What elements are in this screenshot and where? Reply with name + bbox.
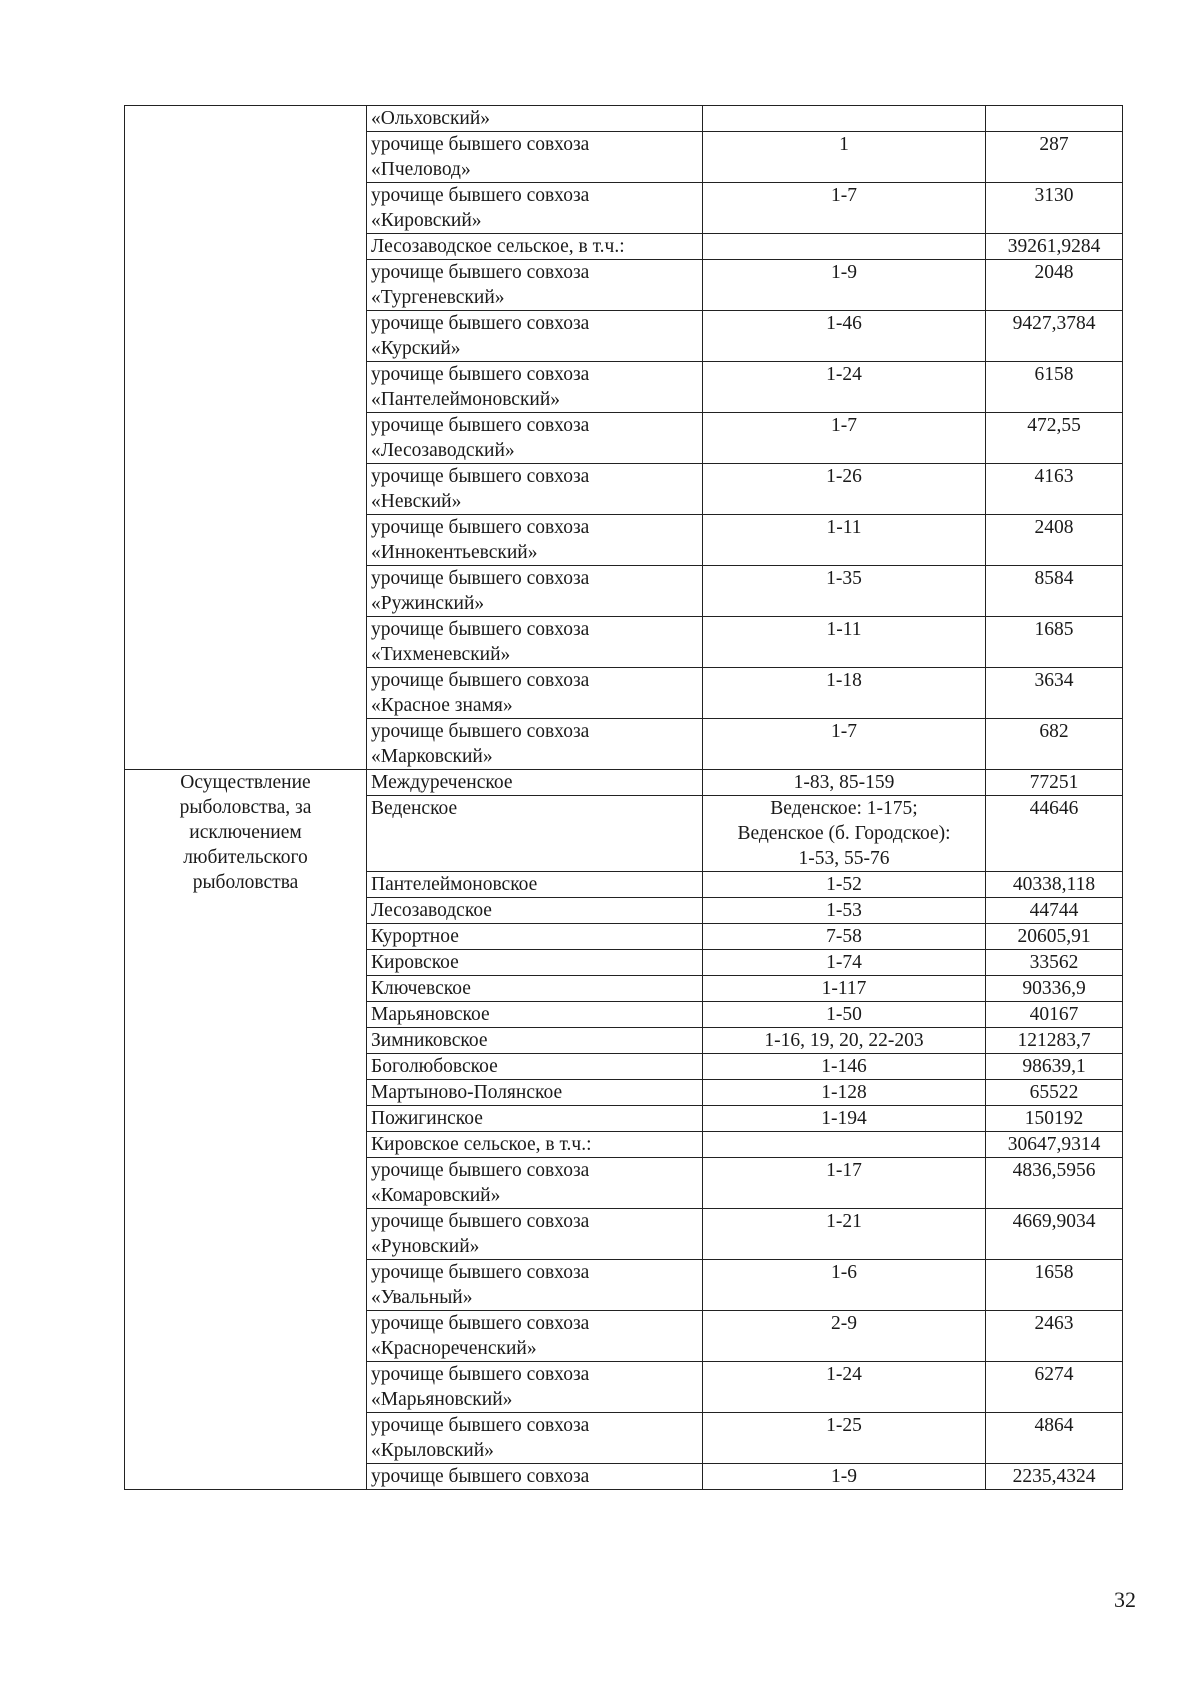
- quarter-numbers-cell: [703, 1260, 986, 1311]
- territory-name-text: урочище бывшего совхоза «Лесозаводский»: [371, 415, 590, 461]
- territory-name-cell: [367, 950, 703, 976]
- area-cell: [986, 1002, 1123, 1028]
- quarter-numbers-cell: [703, 668, 986, 719]
- territory-name-text: Кировское сельское, в т.ч.:: [371, 1134, 592, 1155]
- quarter-numbers-text: 1-146: [821, 1056, 867, 1077]
- quarter-numbers-cell: [703, 1028, 986, 1054]
- territory-name-cell: [367, 1362, 703, 1413]
- area-text: 3130: [1034, 185, 1074, 206]
- territory-name-text: урочище бывшего совхоза «Марьяновский»: [371, 1364, 590, 1410]
- quarter-numbers-cell: [703, 1362, 986, 1413]
- quarter-numbers-text: 1-83, 85-159: [793, 772, 895, 793]
- area-cell: [986, 132, 1123, 183]
- area-text: 1685: [1034, 619, 1074, 640]
- area-text: 472,55: [1027, 415, 1081, 436]
- area-cell: [986, 234, 1123, 260]
- quarter-numbers-text: 1-25: [826, 1415, 862, 1436]
- territory-name-text: Междуреченское: [371, 772, 513, 793]
- area-text: 98639,1: [1022, 1056, 1086, 1077]
- area-cell: [986, 796, 1123, 872]
- quarter-numbers-cell: [703, 183, 986, 234]
- area-text: 2235,4324: [1012, 1466, 1096, 1487]
- area-cell: [986, 1028, 1123, 1054]
- quarter-numbers-text: 7-58: [826, 926, 862, 947]
- area-cell: [986, 1054, 1123, 1080]
- territory-name-cell: [367, 183, 703, 234]
- area-cell: [986, 719, 1123, 770]
- area-text: 4163: [1034, 466, 1074, 487]
- territory-name-text: урочище бывшего совхоза «Иннокентьевский»: [371, 517, 590, 563]
- quarter-numbers-cell: [703, 1209, 986, 1260]
- area-text: 4864: [1034, 1415, 1074, 1436]
- territory-name-cell: [367, 668, 703, 719]
- quarter-numbers-cell: [703, 1054, 986, 1080]
- area-text: 40338,118: [1012, 874, 1096, 895]
- territory-name-cell: [367, 413, 703, 464]
- area-text: 1658: [1034, 1262, 1074, 1283]
- territory-name-cell: [367, 1413, 703, 1464]
- quarter-numbers-cell: [703, 924, 986, 950]
- quarter-numbers-cell: [703, 950, 986, 976]
- quarter-numbers-text: 1-17: [826, 1160, 862, 1181]
- territory-name-text: Мартыново-Полянское: [371, 1082, 563, 1103]
- area-cell: [986, 1413, 1123, 1464]
- quarter-numbers-cell: [703, 464, 986, 515]
- territory-name-text: урочище бывшего совхоза «Тихменевский»: [371, 619, 590, 665]
- area-cell: [986, 311, 1123, 362]
- quarter-numbers-text: 1-9: [831, 1466, 857, 1487]
- territory-name-text: Пожигинское: [371, 1108, 483, 1129]
- area-cell: [986, 413, 1123, 464]
- quarter-numbers-cell: [703, 1158, 986, 1209]
- quarter-numbers-text: 1-74: [826, 952, 862, 973]
- area-text: 2463: [1034, 1313, 1074, 1334]
- territory-name-text: урочище бывшего совхоза «Краснореченский»: [371, 1313, 590, 1359]
- territory-name-text: урочище бывшего совхоза «Пчеловод»: [371, 134, 590, 180]
- area-cell: [986, 1260, 1123, 1311]
- quarter-numbers-text: 1-7: [831, 185, 857, 206]
- activity-type-cell: [125, 106, 367, 770]
- territory-name-cell: [367, 132, 703, 183]
- quarter-numbers-text: 1-11: [826, 517, 862, 538]
- territory-name-text: Боголюбовское: [371, 1056, 498, 1077]
- territory-name-text: урочище бывшего совхоза «Увальный»: [371, 1262, 590, 1308]
- quarter-numbers-text: 1-11: [826, 619, 862, 640]
- territory-name-text: «Ольховский»: [371, 108, 491, 129]
- territory-name-text: урочище бывшего совхоза «Марковский»: [371, 721, 590, 767]
- quarter-numbers-cell: [703, 872, 986, 898]
- territory-name-cell: [367, 976, 703, 1002]
- territory-name-cell: [367, 566, 703, 617]
- territory-name-text: Ключевское: [371, 978, 471, 999]
- area-cell: [986, 106, 1123, 132]
- quarter-numbers-text: 1-24: [826, 364, 862, 385]
- area-text: 3634: [1034, 670, 1074, 691]
- area-cell: [986, 1464, 1123, 1490]
- quarter-numbers-text: 1-9: [831, 262, 857, 283]
- quarter-numbers-text: 1-194: [821, 1108, 867, 1129]
- quarter-numbers-cell: [703, 1132, 986, 1158]
- area-cell: [986, 924, 1123, 950]
- territory-name-text: урочище бывшего совхоза «Крыловский»: [371, 1415, 590, 1461]
- area-cell: [986, 1362, 1123, 1413]
- territory-name-cell: [367, 106, 703, 132]
- quarter-numbers-cell: [703, 770, 986, 796]
- quarter-numbers-text: 1-6: [831, 1262, 857, 1283]
- territory-name-text: Кировское: [371, 952, 459, 973]
- area-cell: [986, 1132, 1123, 1158]
- quarter-numbers-cell: [703, 976, 986, 1002]
- quarter-numbers-cell: [703, 566, 986, 617]
- quarter-numbers-text: 1-53: [826, 900, 862, 921]
- area-cell: [986, 770, 1123, 796]
- quarter-numbers-cell: [703, 1080, 986, 1106]
- area-text: 8584: [1034, 568, 1074, 589]
- quarter-numbers-cell: [703, 719, 986, 770]
- area-cell: [986, 515, 1123, 566]
- territory-name-cell: [367, 1209, 703, 1260]
- area-cell: [986, 1158, 1123, 1209]
- activity-type-text: Осуществление рыболовства, за исключением любительского рыболовства: [179, 772, 312, 893]
- quarter-numbers-cell: [703, 106, 986, 132]
- area-cell: [986, 566, 1123, 617]
- territory-name-text: Лесозаводское сельское, в т.ч.:: [371, 236, 625, 257]
- territory-name-cell: [367, 515, 703, 566]
- area-text: 4669,9034: [1012, 1211, 1096, 1232]
- area-text: 20605,91: [1017, 926, 1091, 947]
- territory-name-text: урочище бывшего совхоза «Комаровский»: [371, 1160, 590, 1206]
- territory-name-text: Зимниковское: [371, 1030, 488, 1051]
- area-cell: [986, 617, 1123, 668]
- quarter-numbers-text: 1-16, 19, 20, 22-203: [764, 1030, 924, 1051]
- territory-name-cell: [367, 1002, 703, 1028]
- area-text: 6158: [1034, 364, 1074, 385]
- territory-name-cell: [367, 1260, 703, 1311]
- area-text: 150192: [1024, 1108, 1084, 1129]
- area-text: 30647,9314: [1007, 1134, 1101, 1155]
- area-cell: [986, 260, 1123, 311]
- area-text: 44744: [1029, 900, 1079, 921]
- territory-name-cell: [367, 796, 703, 872]
- territory-name-text: урочище бывшего совхоза «Руновский»: [371, 1211, 590, 1257]
- area-cell: [986, 668, 1123, 719]
- area-text: 6274: [1034, 1364, 1074, 1385]
- area-text: 121283,7: [1017, 1030, 1091, 1051]
- quarter-numbers-cell: [703, 1311, 986, 1362]
- territory-name-text: Марьяновское: [371, 1004, 490, 1025]
- territory-name-text: Пантелеймоновское: [371, 874, 538, 895]
- territory-name-cell: [367, 770, 703, 796]
- area-cell: [986, 898, 1123, 924]
- territory-name-text: урочище бывшего совхоза «Кировский»: [371, 185, 590, 231]
- quarter-numbers-text: 1-35: [826, 568, 862, 589]
- territory-name-cell: [367, 1106, 703, 1132]
- area-text: 77251: [1029, 772, 1079, 793]
- territory-name-text: урочище бывшего совхоза «Невский»: [371, 466, 590, 512]
- area-text: 2408: [1034, 517, 1074, 538]
- quarter-numbers-cell: [703, 311, 986, 362]
- area-text: 65522: [1029, 1082, 1079, 1103]
- quarter-numbers-cell: [703, 1464, 986, 1490]
- area-text: 9427,3784: [1012, 313, 1096, 334]
- quarter-numbers-text: 1-7: [831, 721, 857, 742]
- area-text: 44646: [1029, 798, 1079, 819]
- table-row: [125, 770, 1123, 796]
- area-text: 4836,5956: [1012, 1160, 1096, 1181]
- area-cell: [986, 362, 1123, 413]
- area-cell: [986, 1209, 1123, 1260]
- territory-name-text: урочище бывшего совхоза «Тургеневский»: [371, 262, 590, 308]
- quarter-numbers-text: 1-26: [826, 466, 862, 487]
- territory-name-cell: [367, 311, 703, 362]
- area-text: 40167: [1029, 1004, 1079, 1025]
- area-cell: [986, 872, 1123, 898]
- quarter-numbers-cell: [703, 260, 986, 311]
- territory-name-text: Лесозаводское: [371, 900, 492, 921]
- activity-type-cell: [125, 770, 367, 1490]
- land-use-table: [124, 105, 1123, 1490]
- quarter-numbers-text: 1-128: [821, 1082, 867, 1103]
- area-cell: [986, 1080, 1123, 1106]
- area-cell: [986, 1106, 1123, 1132]
- territory-name-cell: [367, 898, 703, 924]
- quarter-numbers-text: 1-7: [831, 415, 857, 436]
- quarter-numbers-text: 1: [839, 134, 849, 155]
- quarter-numbers-text: 1-50: [826, 1004, 862, 1025]
- territory-name-cell: [367, 719, 703, 770]
- territory-name-cell: [367, 1464, 703, 1490]
- quarter-numbers-text: 2-9: [831, 1313, 857, 1334]
- quarter-numbers-cell: [703, 132, 986, 183]
- quarter-numbers-cell: [703, 362, 986, 413]
- area-cell: [986, 183, 1123, 234]
- quarter-numbers-text: 1-21: [826, 1211, 862, 1232]
- area-text: 2048: [1034, 262, 1074, 283]
- territory-name-cell: [367, 872, 703, 898]
- territory-name-text: урочище бывшего совхоза «Ружинский»: [371, 568, 590, 614]
- quarter-numbers-cell: [703, 796, 986, 872]
- area-text: 90336,9: [1022, 978, 1086, 999]
- territory-name-text: Курортное: [371, 926, 459, 947]
- territory-name-text: урочище бывшего совхоза «Красное знамя»: [371, 670, 590, 716]
- territory-name-cell: [367, 1054, 703, 1080]
- area-cell: [986, 976, 1123, 1002]
- territory-name-text: урочище бывшего совхоза «Курский»: [371, 313, 590, 359]
- quarter-numbers-text: 1-24: [826, 1364, 862, 1385]
- territory-name-cell: [367, 260, 703, 311]
- quarter-numbers-text: 1-46: [826, 313, 862, 334]
- area-text: 39261,9284: [1007, 236, 1101, 257]
- quarter-numbers-text: Веденское: 1-175; Веденское (б. Городское): 1-53, 55-76: [737, 798, 951, 869]
- area-text: 287: [1039, 134, 1069, 155]
- territory-name-cell: [367, 234, 703, 260]
- page-number: 32: [1114, 1587, 1136, 1612]
- territory-name-cell: [367, 617, 703, 668]
- quarter-numbers-cell: [703, 1106, 986, 1132]
- territory-name-cell: [367, 924, 703, 950]
- territory-name-cell: [367, 1080, 703, 1106]
- table-body: [125, 106, 1123, 1490]
- area-cell: [986, 1311, 1123, 1362]
- territory-name-cell: [367, 1132, 703, 1158]
- quarter-numbers-text: 1-18: [826, 670, 862, 691]
- quarter-numbers-text: 1-117: [821, 978, 867, 999]
- territory-name-cell: [367, 464, 703, 515]
- quarter-numbers-cell: [703, 898, 986, 924]
- territory-name-cell: [367, 1028, 703, 1054]
- territory-name-text: Веденское: [371, 798, 458, 819]
- area-text: 682: [1039, 721, 1069, 742]
- area-cell: [986, 950, 1123, 976]
- quarter-numbers-cell: [703, 515, 986, 566]
- table-row: [125, 106, 1123, 132]
- quarter-numbers-text: 1-52: [826, 874, 862, 895]
- quarter-numbers-cell: [703, 413, 986, 464]
- quarter-numbers-cell: [703, 234, 986, 260]
- quarter-numbers-cell: [703, 1413, 986, 1464]
- quarter-numbers-cell: [703, 1002, 986, 1028]
- territory-name-cell: [367, 1311, 703, 1362]
- area-text: 33562: [1029, 952, 1079, 973]
- territory-name-cell: [367, 362, 703, 413]
- quarter-numbers-cell: [703, 617, 986, 668]
- territory-name-cell: [367, 1158, 703, 1209]
- territory-name-text: урочище бывшего совхоза «Пантелеймоновский»: [371, 364, 590, 410]
- territory-name-text: урочище бывшего совхоза: [371, 1466, 590, 1487]
- area-cell: [986, 464, 1123, 515]
